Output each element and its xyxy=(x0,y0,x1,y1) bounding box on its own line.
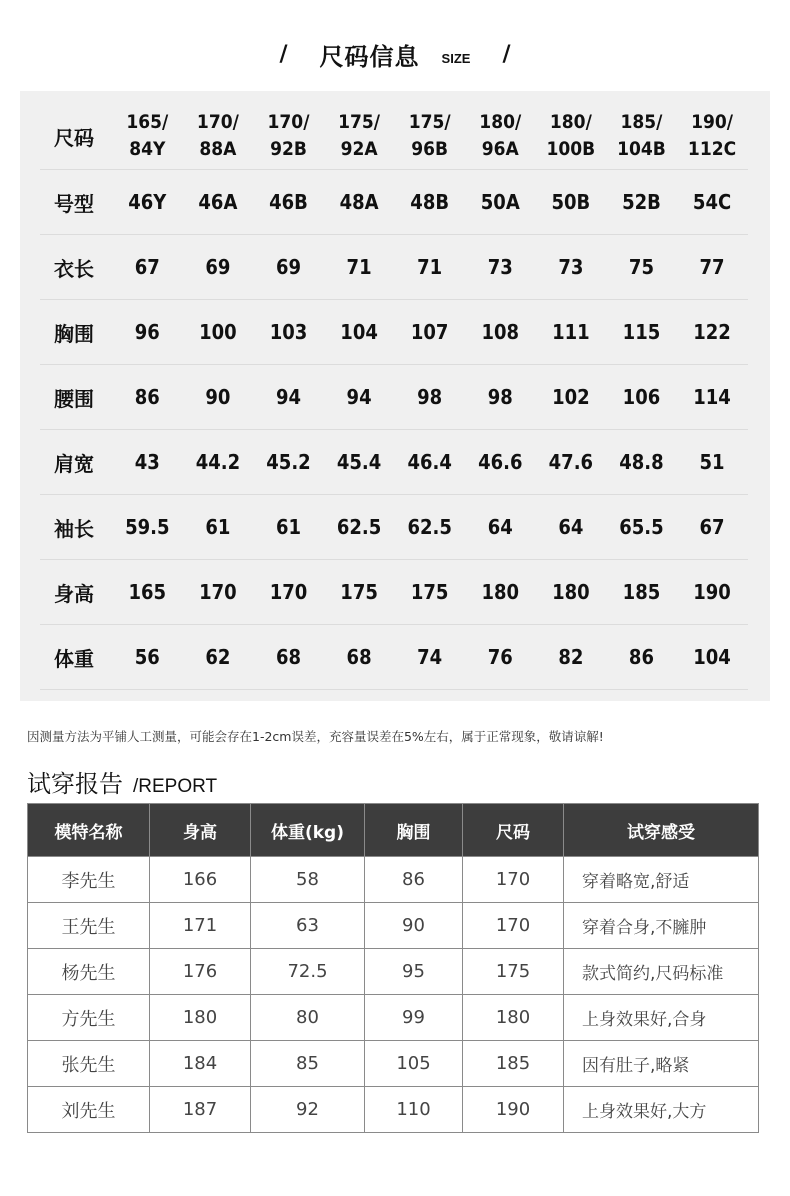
report-cell: 86 xyxy=(365,857,463,903)
size-cell: 185/ 104B xyxy=(617,111,666,160)
size-cell: 52B xyxy=(622,189,661,214)
size-cell: 94 xyxy=(346,384,372,409)
report-cell: 因有肚子,略紧 xyxy=(564,1041,759,1087)
size-cell: 90 xyxy=(205,384,231,409)
report-cell: 上身效果好,合身 xyxy=(564,995,759,1041)
size-row xyxy=(40,300,748,365)
report-cell: 穿着略宽,舒适 xyxy=(564,857,759,903)
size-cell: 56 xyxy=(134,644,160,669)
size-row xyxy=(40,235,748,300)
size-cell: 103 xyxy=(269,319,308,344)
size-info-heading xyxy=(0,32,790,76)
size-cell: 102 xyxy=(552,384,590,409)
size-row-label: 胸围 xyxy=(54,321,94,346)
size-row-label: 身高 xyxy=(54,581,94,606)
page-title-en: SIZE xyxy=(441,50,471,66)
report-cell: 184 xyxy=(150,1041,251,1087)
size-cell: 82 xyxy=(558,644,584,669)
size-cell: 54C xyxy=(692,189,732,214)
report-cell: 171 xyxy=(150,903,251,949)
size-row-label: 体重 xyxy=(54,646,94,671)
report-cell: 185 xyxy=(463,1041,564,1087)
size-cell: 61 xyxy=(275,514,301,539)
size-cell: 62.5 xyxy=(407,514,452,539)
size-cell: 106 xyxy=(622,384,661,409)
size-cell: 100 xyxy=(199,319,237,344)
report-heading xyxy=(27,764,217,799)
report-cell: 180 xyxy=(150,995,251,1041)
size-cell: 180 xyxy=(481,579,520,604)
size-cell: 73 xyxy=(487,254,513,279)
size-cell: 62 xyxy=(205,644,231,669)
size-row xyxy=(40,103,748,170)
report-cell: 上身效果好,大方 xyxy=(564,1087,759,1133)
report-cell: 80 xyxy=(251,995,365,1041)
report-cell: 58 xyxy=(251,857,365,903)
size-cell: 86 xyxy=(134,384,160,409)
size-cell: 69 xyxy=(275,254,301,279)
measurement-note: 因测量方法为平铺人工测量，可能会存在1-2cm误差，充容量误差在5%左右，属于正常现象，敬请谅解! xyxy=(27,729,604,744)
size-chart-panel xyxy=(20,91,770,701)
size-cell: 96 xyxy=(134,319,160,344)
size-cell: 165/ 84Y xyxy=(126,111,169,160)
size-cell: 98 xyxy=(487,384,513,409)
report-cell: 款式简约,尺码标准 xyxy=(564,949,759,995)
size-row xyxy=(40,495,748,560)
size-cell: 64 xyxy=(558,514,584,539)
size-cell: 43 xyxy=(134,449,160,474)
size-cell: 94 xyxy=(275,384,301,409)
report-cell: 张先生 xyxy=(28,1041,150,1087)
report-row xyxy=(28,1087,759,1133)
size-row xyxy=(40,430,748,495)
report-row xyxy=(28,949,759,995)
size-cell: 59.5 xyxy=(125,514,170,539)
report-cell: 105 xyxy=(365,1041,463,1087)
report-cell: 110 xyxy=(365,1087,463,1133)
size-cell: 98 xyxy=(417,384,443,409)
fitting-report-table xyxy=(27,803,759,1133)
report-column-header: 体重(kg) xyxy=(251,804,365,857)
report-cell: 175 xyxy=(463,949,564,995)
report-cell: 95 xyxy=(365,949,463,995)
report-row xyxy=(28,857,759,903)
size-cell: 175 xyxy=(410,579,449,604)
size-cell: 185 xyxy=(622,579,661,604)
size-cell: 46Y xyxy=(128,189,167,214)
size-cell: 114 xyxy=(693,384,731,409)
report-column-header: 试穿感受 xyxy=(564,804,759,857)
size-chart-table xyxy=(40,103,748,690)
report-cell: 85 xyxy=(251,1041,365,1087)
size-cell: 74 xyxy=(417,644,443,669)
size-row-label: 号型 xyxy=(54,191,94,216)
size-cell: 122 xyxy=(693,319,731,344)
report-cell: 穿着合身,不臃肿 xyxy=(564,903,759,949)
size-cell: 46A xyxy=(198,189,238,214)
report-row xyxy=(28,1041,759,1087)
size-cell: 86 xyxy=(628,644,654,669)
report-cell: 92 xyxy=(251,1087,365,1133)
size-cell: 62.5 xyxy=(336,514,382,539)
size-cell: 45.4 xyxy=(336,449,382,474)
size-cell: 190/ 112C xyxy=(687,111,737,160)
size-row xyxy=(40,365,748,430)
report-column-header: 胸围 xyxy=(365,804,463,857)
report-cell: 176 xyxy=(150,949,251,995)
size-cell: 48B xyxy=(410,189,450,214)
size-cell: 50B xyxy=(551,189,591,214)
report-header-row xyxy=(28,804,759,857)
heading-slash-right: / xyxy=(502,41,511,67)
report-cell: 方先生 xyxy=(28,995,150,1041)
report-cell: 李先生 xyxy=(28,857,150,903)
size-cell: 170 xyxy=(269,579,308,604)
size-cell: 180/ 100B xyxy=(546,111,596,160)
size-row xyxy=(40,560,748,625)
report-column-header: 模特名称 xyxy=(28,804,150,857)
report-cell: 99 xyxy=(365,995,463,1041)
report-cell: 90 xyxy=(365,903,463,949)
report-row xyxy=(28,995,759,1041)
size-cell: 48.8 xyxy=(619,449,664,474)
size-cell: 45.2 xyxy=(266,449,311,474)
size-cell: 76 xyxy=(487,644,513,669)
size-cell: 67 xyxy=(699,514,725,539)
size-cell: 104 xyxy=(340,319,378,344)
size-cell: 71 xyxy=(346,254,372,279)
report-cell: 72.5 xyxy=(251,949,365,995)
report-cell: 170 xyxy=(463,903,564,949)
report-column-header: 身高 xyxy=(150,804,251,857)
size-cell: 175 xyxy=(340,579,378,604)
report-title-en: /REPORT xyxy=(133,776,218,797)
size-cell: 69 xyxy=(205,254,231,279)
size-cell: 175/ 92A xyxy=(338,111,381,160)
size-cell: 190 xyxy=(693,579,731,604)
size-cell: 50A xyxy=(480,189,520,214)
size-cell: 71 xyxy=(417,254,443,279)
size-cell: 170 xyxy=(199,579,237,604)
size-cell: 77 xyxy=(699,254,725,279)
size-cell: 44.2 xyxy=(195,449,241,474)
size-cell: 65.5 xyxy=(619,514,664,539)
size-cell: 51 xyxy=(699,449,725,474)
size-cell: 107 xyxy=(410,319,449,344)
size-cell: 64 xyxy=(487,514,513,539)
size-row-label: 腰围 xyxy=(54,386,94,411)
report-cell: 170 xyxy=(463,857,564,903)
report-cell: 190 xyxy=(463,1087,564,1133)
size-cell: 68 xyxy=(346,644,372,669)
report-cell: 166 xyxy=(150,857,251,903)
size-cell: 170/ 88A xyxy=(196,111,239,160)
size-cell: 180/ 96A xyxy=(479,111,522,160)
report-column-header: 尺码 xyxy=(463,804,564,857)
report-cell: 刘先生 xyxy=(28,1087,150,1133)
size-cell: 175/ 96B xyxy=(408,111,451,160)
report-title: 试穿报告 xyxy=(27,770,123,798)
size-row xyxy=(40,170,748,235)
size-cell: 61 xyxy=(205,514,231,539)
size-row-label: 衣长 xyxy=(54,256,94,281)
size-row-label: 袖长 xyxy=(54,516,94,541)
report-row xyxy=(28,903,759,949)
size-row-label: 尺码 xyxy=(54,125,94,150)
report-body xyxy=(28,857,759,1133)
report-cell: 180 xyxy=(463,995,564,1041)
size-row xyxy=(40,625,748,690)
report-cell: 王先生 xyxy=(28,903,150,949)
size-cell: 75 xyxy=(628,254,654,279)
page-title: 尺码信息 xyxy=(319,42,420,71)
size-row-label: 肩宽 xyxy=(54,451,94,476)
size-cell: 46.6 xyxy=(478,449,523,474)
size-cell: 68 xyxy=(275,644,301,669)
size-cell: 47.6 xyxy=(548,449,594,474)
heading-slash-left: / xyxy=(279,41,288,67)
size-cell: 108 xyxy=(481,319,520,344)
size-cell: 104 xyxy=(693,644,731,669)
size-cell: 111 xyxy=(552,319,590,344)
size-cell: 180 xyxy=(552,579,590,604)
size-cell: 165 xyxy=(128,579,167,604)
report-cell: 63 xyxy=(251,903,365,949)
size-cell: 48A xyxy=(339,189,379,214)
size-cell: 115 xyxy=(622,319,661,344)
report-cell: 187 xyxy=(150,1087,251,1133)
size-cell: 73 xyxy=(558,254,584,279)
size-cell: 46.4 xyxy=(407,449,452,474)
report-cell: 杨先生 xyxy=(28,949,150,995)
size-cell: 46B xyxy=(269,189,308,214)
size-cell: 67 xyxy=(134,254,160,279)
size-cell: 170/ 92B xyxy=(267,111,310,160)
